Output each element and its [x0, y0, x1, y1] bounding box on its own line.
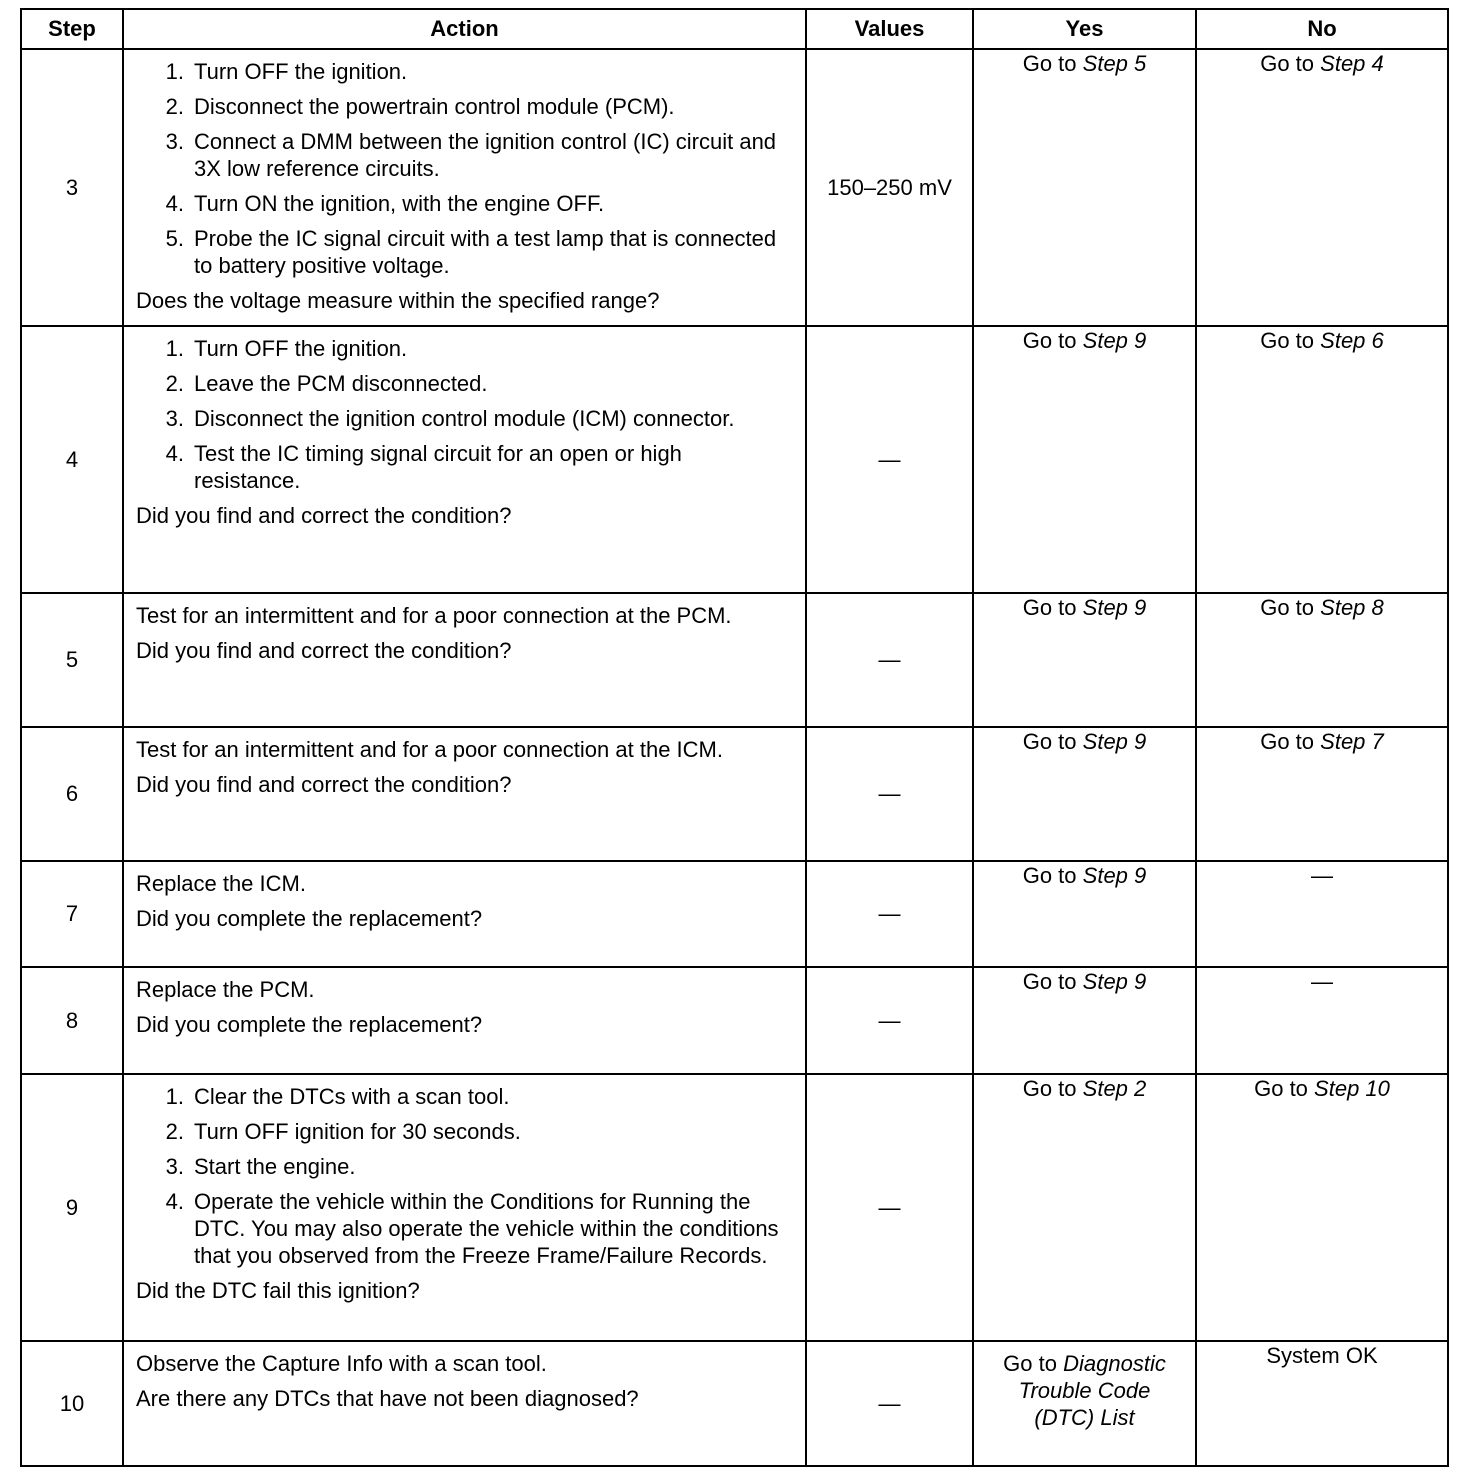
- step-index: 4.: [165, 441, 184, 466]
- yes-prefix: Go to: [1022, 729, 1077, 754]
- no-text: System OK: [1266, 1343, 1378, 1368]
- no-result: [1197, 327, 1447, 360]
- no-cell: [1196, 727, 1448, 861]
- header-yes: Yes: [973, 9, 1196, 49]
- step-text: Probe the IC signal circuit with a test lamp that is connected to battery positive voltage.: [194, 226, 777, 278]
- action-question: Are there any DTCs that have not been diagnosed?: [136, 1386, 639, 1411]
- no-result: [1197, 594, 1447, 627]
- yes-link: [1023, 50, 1147, 77]
- step-index: 3.: [165, 129, 184, 154]
- no-result: [1197, 50, 1447, 83]
- header-step: Step: [21, 9, 123, 49]
- yes-step-ref: Step 2: [1082, 1076, 1147, 1101]
- yes-prefix: Go to: [1022, 1076, 1077, 1101]
- table-row: [21, 727, 1448, 861]
- yes-result: [974, 862, 1195, 895]
- step-number: 7: [21, 861, 123, 967]
- values-cell: —: [806, 1341, 973, 1466]
- action-question: Did you find and correct the condition?: [136, 772, 512, 797]
- values-cell: —: [806, 326, 973, 593]
- action-text: Test for an intermittent and for a poor connection at the PCM.: [136, 603, 732, 628]
- no-cell: [1196, 49, 1448, 326]
- step-text: Test the IC timing signal circuit for an open or high resistance.: [194, 441, 682, 493]
- no-prefix: Go to: [1254, 1076, 1308, 1101]
- action-content: [124, 327, 805, 535]
- action-text: Test for an intermittent and for a poor connection at the ICM.: [136, 737, 723, 762]
- yes-cell: [973, 1341, 1196, 1466]
- values-cell: —: [806, 1074, 973, 1341]
- action-step: [136, 128, 793, 182]
- step-index: 5.: [165, 226, 184, 251]
- yes-step-ref: Diagnostic Trouble Code (DTC) List: [1018, 1351, 1166, 1430]
- step-number: 5: [21, 593, 123, 727]
- yes-step-ref: Step 9: [1082, 729, 1147, 754]
- action-step: [136, 1153, 793, 1180]
- action-cell: [123, 593, 806, 727]
- step-text: Disconnect the ignition control module (ICM) connector.: [194, 406, 735, 431]
- no-cell: [1196, 1074, 1448, 1341]
- table-body: [21, 49, 1448, 1466]
- action-question: Did you complete the replacement?: [136, 906, 483, 931]
- table-row: [21, 1341, 1448, 1466]
- yes-result: [974, 327, 1195, 360]
- yes-result: [974, 728, 1195, 761]
- table-row: [21, 326, 1448, 593]
- action-content: [124, 728, 805, 804]
- action-content: [124, 1075, 805, 1310]
- action-step: [136, 370, 793, 397]
- step-index: 2.: [165, 1119, 184, 1144]
- action-question: Did you find and correct the condition?: [136, 638, 512, 663]
- step-text: Turn OFF ignition for 30 seconds.: [194, 1119, 521, 1144]
- action-step: [136, 1118, 793, 1145]
- yes-cell: [973, 967, 1196, 1074]
- table-row: [21, 967, 1448, 1074]
- action-question: Did the DTC fail this ignition?: [136, 1278, 420, 1303]
- no-dash: —: [1311, 969, 1333, 994]
- yes-prefix: Go to: [1022, 595, 1077, 620]
- step-index: 3.: [165, 1154, 184, 1179]
- step-index: 3.: [165, 406, 184, 431]
- no-result: [1197, 728, 1447, 761]
- action-content: [124, 1342, 805, 1420]
- step-number: 3: [21, 49, 123, 326]
- yes-step-ref: Step 9: [1082, 328, 1147, 353]
- yes-prefix: Go to: [1022, 328, 1077, 353]
- action-step: [136, 58, 793, 85]
- step-index: 1.: [165, 1084, 184, 1109]
- action-text: Observe the Capture Info with a scan tool.: [136, 1351, 547, 1376]
- yes-prefix: Go to: [1022, 51, 1077, 76]
- no-cell: [1196, 1341, 1448, 1466]
- action-steps-list: [136, 58, 793, 287]
- yes-link: [990, 1350, 1180, 1431]
- no-result: [1197, 1342, 1447, 1375]
- yes-result: [974, 968, 1195, 1001]
- no-step-ref: Step 4: [1320, 51, 1384, 76]
- action-cell: [123, 49, 806, 326]
- step-text: Turn ON the ignition, with the engine OFF.: [194, 191, 605, 216]
- action-steps-list: [136, 1083, 793, 1277]
- yes-prefix: Go to: [1003, 1351, 1057, 1376]
- no-link: [1260, 50, 1384, 77]
- table-row: [21, 49, 1448, 326]
- diagnostic-table: [20, 8, 1449, 1467]
- no-cell: [1196, 326, 1448, 593]
- header-values: Values: [806, 9, 973, 49]
- header-row: [21, 9, 1448, 49]
- step-text: Start the engine.: [194, 1154, 356, 1179]
- action-step: [136, 190, 793, 217]
- no-link: [1260, 728, 1384, 755]
- action-step: [136, 1188, 793, 1269]
- no-dash: —: [1311, 863, 1333, 888]
- action-text: Replace the ICM.: [136, 871, 306, 896]
- action-step: [136, 1083, 793, 1110]
- action-content: [124, 862, 805, 938]
- yes-cell: [973, 593, 1196, 727]
- step-number: 10: [21, 1341, 123, 1466]
- values-cell: —: [806, 593, 973, 727]
- yes-prefix: Go to: [1022, 969, 1077, 994]
- values-cell: —: [806, 861, 973, 967]
- no-result: [1197, 1075, 1447, 1108]
- action-text: Replace the PCM.: [136, 977, 315, 1002]
- yes-result: [974, 1342, 1195, 1437]
- no-prefix: Go to: [1260, 595, 1315, 620]
- header-action: Action: [123, 9, 806, 49]
- action-cell: [123, 967, 806, 1074]
- step-index: 2.: [165, 371, 184, 396]
- step-index: 4.: [165, 1189, 184, 1214]
- yes-result: [974, 50, 1195, 83]
- step-index: 1.: [165, 336, 184, 361]
- no-cell: [1196, 593, 1448, 727]
- no-prefix: Go to: [1260, 328, 1315, 353]
- yes-link: [1023, 968, 1147, 995]
- yes-link: [1023, 728, 1147, 755]
- yes-step-ref: Step 9: [1082, 969, 1147, 994]
- yes-cell: [973, 727, 1196, 861]
- header-no: No: [1196, 9, 1448, 49]
- step-index: 1.: [165, 59, 184, 84]
- action-cell: [123, 727, 806, 861]
- yes-cell: [973, 326, 1196, 593]
- no-link: [1260, 594, 1384, 621]
- step-text: Turn OFF the ignition.: [194, 59, 408, 84]
- values-cell: —: [806, 727, 973, 861]
- action-step: [136, 405, 793, 432]
- yes-link: [1023, 862, 1147, 889]
- yes-result: [974, 594, 1195, 627]
- no-link: [1260, 327, 1384, 354]
- action-cell: [123, 1341, 806, 1466]
- no-prefix: Go to: [1260, 51, 1315, 76]
- action-question: Does the voltage measure within the specified range?: [136, 288, 660, 313]
- yes-link: [1023, 594, 1147, 621]
- table-row: [21, 1074, 1448, 1341]
- table-row: [21, 593, 1448, 727]
- yes-prefix: Go to: [1022, 863, 1077, 888]
- yes-link: [1023, 1075, 1147, 1102]
- yes-step-ref: Step 5: [1082, 51, 1147, 76]
- no-step-ref: Step 6: [1320, 328, 1384, 353]
- yes-cell: [973, 49, 1196, 326]
- no-cell: [1196, 861, 1448, 967]
- action-content: [124, 50, 805, 320]
- step-number: 8: [21, 967, 123, 1074]
- yes-cell: [973, 861, 1196, 967]
- values-cell: —: [806, 967, 973, 1074]
- action-step: [136, 225, 793, 279]
- values-cell: 150–250 mV: [806, 49, 973, 326]
- action-question: Did you complete the replacement?: [136, 1012, 483, 1037]
- yes-step-ref: Step 9: [1082, 595, 1147, 620]
- no-result: [1197, 862, 1447, 895]
- step-number: 9: [21, 1074, 123, 1341]
- step-text: Clear the DTCs with a scan tool.: [194, 1084, 510, 1109]
- table-row: [21, 861, 1448, 967]
- no-step-ref: Step 10: [1314, 1076, 1390, 1101]
- no-link: [1254, 1075, 1390, 1102]
- step-text: Connect a DMM between the ignition control (IC) circuit and 3X low reference circuits.: [194, 129, 777, 181]
- step-number: 4: [21, 326, 123, 593]
- step-index: 2.: [165, 94, 184, 119]
- step-text: Leave the PCM disconnected.: [194, 371, 488, 396]
- action-step: [136, 335, 793, 362]
- yes-step-ref: Step 9: [1082, 863, 1147, 888]
- step-text: Operate the vehicle within the Conditions for Running the DTC. You may also operate the vehicle within the conditions that you observed from the Freeze Frame/Failure Records.: [194, 1189, 779, 1268]
- step-text: Turn OFF the ignition.: [194, 336, 408, 361]
- action-step: [136, 93, 793, 120]
- action-steps-list: [136, 335, 793, 502]
- no-prefix: Go to: [1260, 729, 1315, 754]
- no-cell: [1196, 967, 1448, 1074]
- action-cell: [123, 326, 806, 593]
- action-cell: [123, 861, 806, 967]
- no-result: [1197, 968, 1447, 1001]
- yes-result: [974, 1075, 1195, 1108]
- no-step-ref: Step 7: [1320, 729, 1384, 754]
- action-content: [124, 968, 805, 1044]
- action-question: Did you find and correct the condition?: [136, 503, 512, 528]
- action-cell: [123, 1074, 806, 1341]
- step-number: 6: [21, 727, 123, 861]
- yes-cell: [973, 1074, 1196, 1341]
- action-content: [124, 594, 805, 670]
- step-text: Disconnect the powertrain control module (PCM).: [194, 94, 675, 119]
- step-index: 4.: [165, 191, 184, 216]
- no-step-ref: Step 8: [1320, 595, 1384, 620]
- yes-link: [1023, 327, 1147, 354]
- action-step: [136, 440, 793, 494]
